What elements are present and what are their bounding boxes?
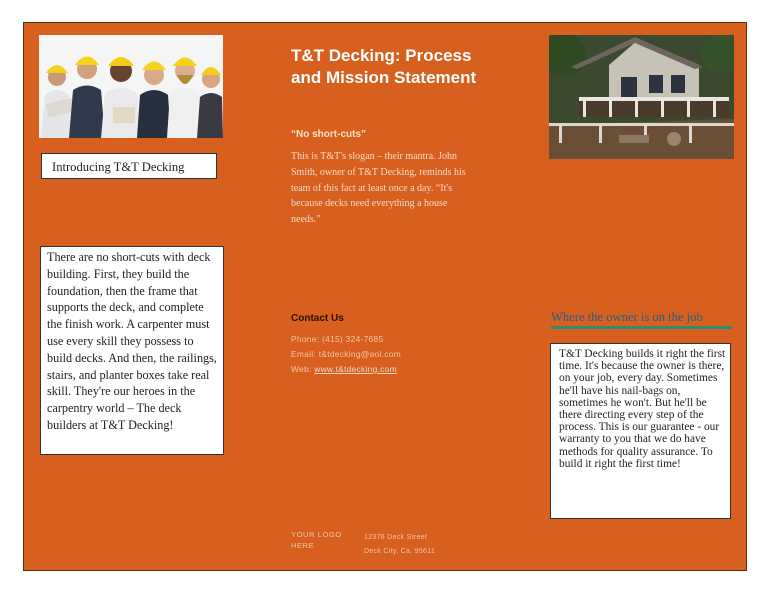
description-text: There are no short-cuts with deck building. First, they build the foundation, then the frame that supports the deck, and complete the finish work. A carpenter must use every skill they possess to build decks. And then, the railings, stairs, and planter boxes take real skill. They're our heroes in the carpentry world – The deck builders at T&T Decking!: [47, 250, 217, 432]
contact-phone: Phone: (415) 324-7685: [291, 334, 384, 344]
address-street: 12376 Deck Street: [364, 534, 428, 541]
owner-text: T&T Decking builds it right the first time. It's because the owner is there, on your job, every day. Sometimes he'll have his nail-bags on, sometimes he won't. But he'll be there directing every step of the process. This is our guarantee - our warranty to you that we do have methods for quality assurance. To build it right the first time!: [559, 348, 726, 470]
intro-label: Introducing T&T Decking: [52, 160, 185, 174]
owner-heading: Where the owner is on the job: [551, 310, 732, 329]
slogan-body: This is T&T's slogan – their mantra. John Smith, owner of T&T Decking, reminds his team of this fact at least once a day. “It's because decks need everything a house needs.”: [291, 151, 466, 226]
construction-team-photo-icon: [39, 35, 223, 138]
deck-house-photo-icon: [549, 35, 734, 159]
brochure-page: [23, 22, 747, 571]
owner-text-box: [550, 343, 731, 519]
intro-label-box: [41, 153, 217, 179]
logo-placeholder: YOUR LOGO HERE: [291, 530, 342, 550]
contact-heading: Contact Us: [291, 313, 344, 324]
address-city: Deck City, Ca. 95611: [364, 548, 436, 555]
page-title: T&T Decking: Process and Mission Statement: [291, 46, 477, 87]
contact-web: [291, 364, 397, 374]
contact-email: Email: t&tdecking@aol.com: [291, 349, 402, 359]
description-box: [40, 246, 224, 455]
website-link[interactable]: www.t&tdecking.com: [314, 364, 397, 374]
contact-web-label: Web:: [291, 364, 315, 374]
slogan-label: “No short-cuts”: [291, 129, 366, 140]
